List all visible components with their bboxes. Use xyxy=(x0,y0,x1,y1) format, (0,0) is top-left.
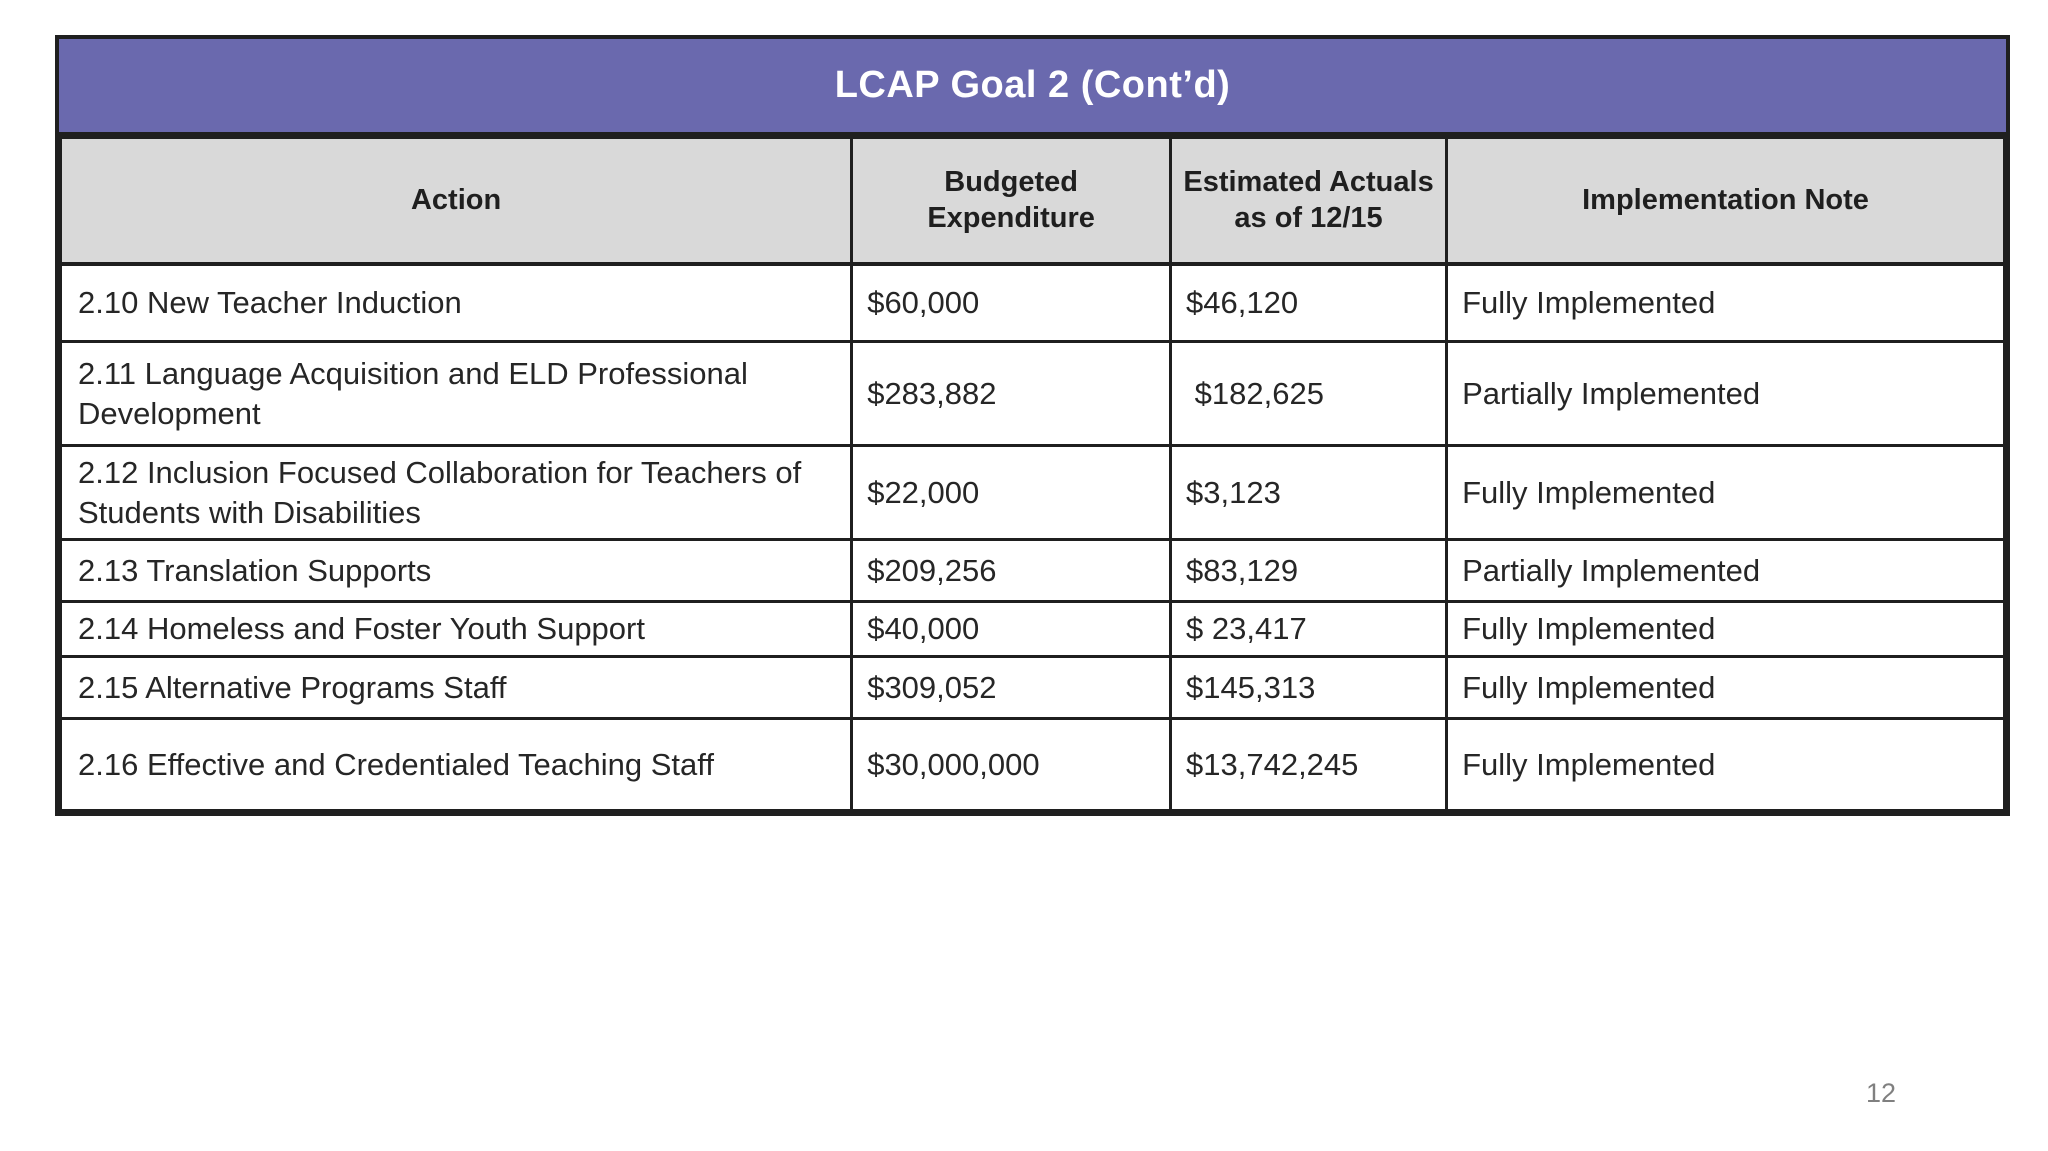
cell-action: 2.16 Effective and Credentialed Teaching Staff xyxy=(61,719,852,811)
cell-estimated: $3,123 xyxy=(1171,446,1447,540)
cell-action: 2.10 New Teacher Induction xyxy=(61,264,852,342)
lcap-goal2-table xyxy=(59,136,2006,812)
cell-note: Fully Implemented xyxy=(1447,719,2005,811)
cell-note: Fully Implemented xyxy=(1447,264,2005,342)
cell-estimated: $83,129 xyxy=(1171,540,1447,602)
lcap-table-container xyxy=(55,35,2010,816)
cell-estimated: $46,120 xyxy=(1171,264,1447,342)
cell-note: Partially Implemented xyxy=(1447,540,2005,602)
cell-note: Fully Implemented xyxy=(1447,446,2005,540)
cell-budgeted: $209,256 xyxy=(852,540,1171,602)
cell-budgeted: $283,882 xyxy=(852,342,1171,446)
table-row xyxy=(61,264,2005,342)
cell-budgeted: $60,000 xyxy=(852,264,1171,342)
cell-note: Partially Implemented xyxy=(1447,342,2005,446)
cell-estimated: $ 23,417 xyxy=(1171,602,1447,657)
column-header-budgeted-expenditure: Budgeted Expenditure xyxy=(852,138,1171,264)
header-row xyxy=(61,138,2005,264)
cell-note: Fully Implemented xyxy=(1447,657,2005,719)
cell-action: 2.11 Language Acquisition and ELD Professional Development xyxy=(61,342,852,446)
page-number: 12 xyxy=(1865,1078,1896,1108)
table-row xyxy=(61,657,2005,719)
cell-action: 2.14 Homeless and Foster Youth Support xyxy=(61,602,852,657)
slide-title-bar xyxy=(59,39,2006,136)
cell-budgeted: $22,000 xyxy=(852,446,1171,540)
cell-budgeted: $30,000,000 xyxy=(852,719,1171,811)
cell-action: 2.15 Alternative Programs Staff xyxy=(61,657,852,719)
table-header xyxy=(61,138,2005,264)
table-row xyxy=(61,540,2005,602)
cell-budgeted: $309,052 xyxy=(852,657,1171,719)
cell-estimated: $145,313 xyxy=(1171,657,1447,719)
table-body xyxy=(61,264,2005,811)
slide-title: LCAP Goal 2 (Cont’d) xyxy=(834,64,1231,106)
cell-action: 2.12 Inclusion Focused Collaboration for Teachers of Students with Disabilities xyxy=(61,446,852,540)
table-row xyxy=(61,446,2005,540)
table-row xyxy=(61,602,2005,657)
table-row xyxy=(61,342,2005,446)
cell-note: Fully Implemented xyxy=(1447,602,2005,657)
column-header-estimated-actuals: Estimated Actuals as of 12/15 xyxy=(1171,138,1447,264)
column-header-action: Action xyxy=(61,138,852,264)
column-header-implementation-note: Implementation Note xyxy=(1447,138,2005,264)
cell-estimated: $182,625 xyxy=(1171,342,1447,446)
table-row xyxy=(61,719,2005,811)
cell-budgeted: $40,000 xyxy=(852,602,1171,657)
cell-estimated: $13,742,245 xyxy=(1171,719,1447,811)
cell-action: 2.13 Translation Supports xyxy=(61,540,852,602)
